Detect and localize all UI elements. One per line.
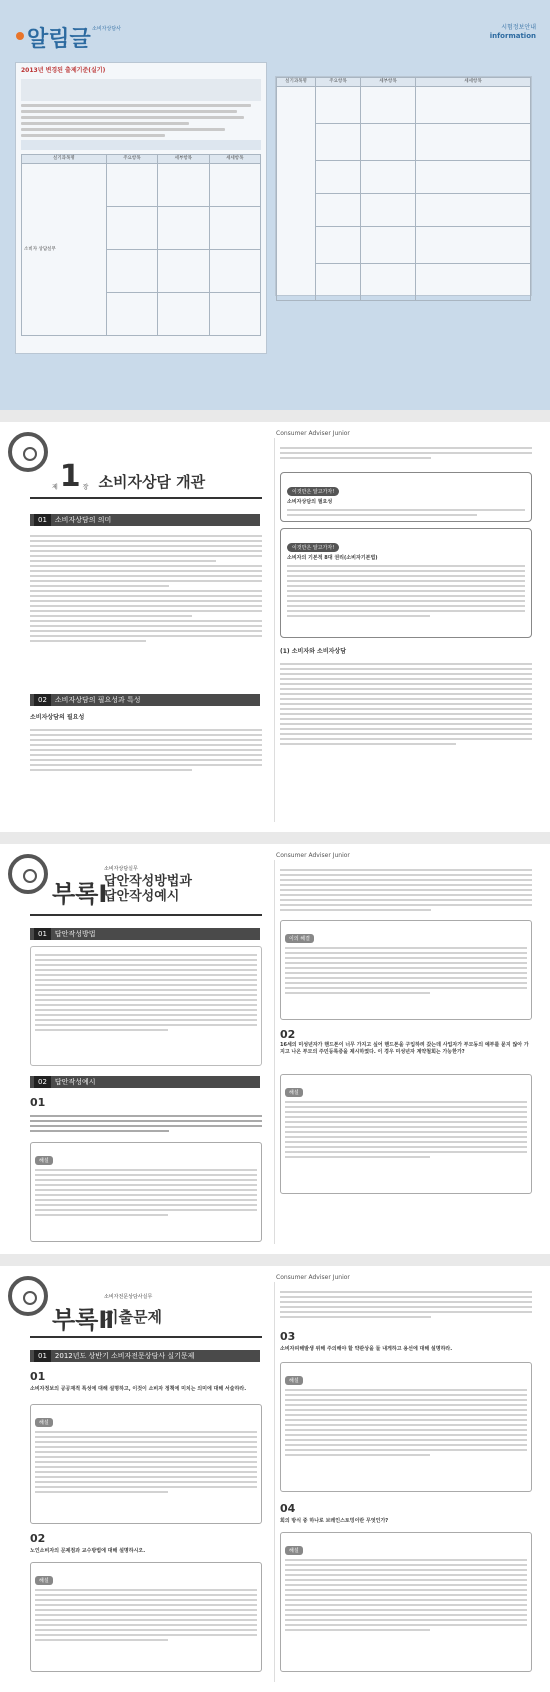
- col-header: 세부항목: [361, 78, 416, 87]
- subsection-title: 소비자상담의 필요성: [30, 714, 85, 721]
- answer-box: [280, 1532, 532, 1672]
- subject-bar: [21, 140, 261, 150]
- info-block: [490, 24, 536, 41]
- col-header: 주요항목: [106, 155, 157, 164]
- col-header: 주요항목: [316, 78, 361, 87]
- bullet-dot-icon: [16, 32, 24, 40]
- rights-box: [280, 528, 532, 638]
- column-divider: [274, 1282, 275, 1682]
- answer-box: [30, 1404, 262, 1524]
- chapter1-spread: [0, 422, 550, 832]
- exam-criteria-right: [275, 76, 532, 296]
- cd-disc-icon: [8, 1276, 48, 1316]
- column-divider: [274, 438, 275, 822]
- subsection-body: [30, 726, 262, 774]
- question-text: 16세의 미성년자가 핸드폰이 너무 가지고 싶어 핸드폰을 구입하려 갔는데 사업자가 부모동의 예부를 묻지 않아 가지고 나온 부모의 주민등록증을 제시하였다. 이 경우 미성년자 계약철회는 가능한가?: [280, 1042, 529, 1055]
- chapter-suffix: 장: [82, 484, 89, 491]
- cd-disc-icon: [8, 432, 48, 472]
- chapter-title: 소비자상담 개관: [98, 473, 206, 491]
- appendix-number: 부록Ⅱ: [52, 1306, 115, 1334]
- rights-title: 소비자의 기본적 8대 권리(소비자기본법): [287, 555, 378, 561]
- summary-table: [21, 79, 261, 101]
- running-header: Consumer Adviser Junior: [276, 852, 350, 859]
- right-body: [280, 1288, 532, 1321]
- exam-criteria-left: [15, 62, 267, 354]
- section-title: 소비자상담의 의미: [54, 516, 112, 524]
- method-box: [30, 946, 262, 1066]
- chapter-rule: [30, 497, 262, 499]
- question-number: 02: [30, 1532, 46, 1545]
- title-line: 답안작성방법과: [104, 874, 192, 889]
- answer-box: [280, 1074, 532, 1194]
- col-header: 세세항목: [209, 155, 260, 164]
- info-bottom: information: [489, 32, 536, 40]
- col-header: 세부항목: [158, 155, 209, 164]
- appendix-title: 기출문제: [104, 1308, 162, 1326]
- col-header: 실기과목명: [22, 155, 107, 164]
- section-bar: [30, 928, 260, 940]
- col-header: 세세항목: [416, 78, 531, 87]
- answer-box: [280, 1362, 532, 1492]
- question-number: 01: [30, 1370, 46, 1383]
- running-header: Consumer Adviser Junior: [276, 430, 350, 437]
- question-text: 소비자정보의 공공재적 특성에 대해 설명하고, 이것이 소비자 정책에 미치는 의미에 대해 서술하라.: [30, 1386, 247, 1392]
- question-number: 01: [30, 1096, 46, 1109]
- section-number: 01: [34, 514, 51, 526]
- section-number: 02: [34, 694, 51, 706]
- section-number: 02: [34, 1076, 51, 1088]
- section-title: 답안작성방법: [54, 930, 96, 938]
- question-number: 03: [280, 1330, 296, 1343]
- appendix2-spread: [0, 1266, 550, 1692]
- column-divider: [274, 860, 275, 1244]
- section-bar: [30, 694, 260, 706]
- section-body: [30, 532, 262, 645]
- answer-box: [30, 1142, 262, 1242]
- question-text: 회의 방식 중 하나로 브레인스토밍이란 무엇인가?: [280, 1518, 389, 1524]
- chapter-number: 1: [59, 459, 81, 494]
- question-text: 노인소비자의 문제점과 교수방법에 대해 설명하시오.: [30, 1548, 146, 1554]
- question-text: 소비자피해발생 위해 주의해야 할 약관상을 둘 내게하고 용선에 대해 설명하라.: [280, 1346, 453, 1352]
- section-bar: [30, 514, 260, 526]
- answer-tag: 해설: [285, 1376, 303, 1385]
- appendix-number: 부록Ⅰ: [52, 880, 108, 908]
- criteria-table-right: [276, 77, 531, 301]
- section-title: 답안작성예시: [54, 1078, 96, 1086]
- info-top: 시험정보안내: [501, 24, 536, 31]
- section-title: 2012년도 상반기 소비자전문상담사 실기문제: [54, 1352, 195, 1360]
- subject-cell: 소비자 상담실무: [22, 164, 107, 336]
- answer-tag: 해설: [35, 1576, 53, 1585]
- note-box: [280, 920, 532, 1020]
- appendix-label: 소비자상담실무: [104, 866, 138, 872]
- chapter-prefix: 제: [52, 484, 58, 491]
- section-bar: [30, 1076, 260, 1088]
- chapter-rule: [30, 914, 262, 916]
- notice-subtitle: 소비자상담사: [92, 26, 121, 32]
- tip-tag: 이것만은 알고가자!: [287, 487, 339, 496]
- right-intro: [280, 444, 532, 462]
- section-title: 소비자상담의 필요성과 특성: [54, 696, 141, 704]
- answer-box: [30, 1562, 262, 1672]
- tip-tag: 이것만은 알고가자!: [287, 543, 339, 552]
- appendix-label: 소비자전문상담사실무: [104, 1294, 153, 1300]
- section-number: 01: [34, 928, 51, 940]
- cd-disc-icon: [8, 854, 48, 894]
- chapter-heading: [52, 459, 206, 494]
- answer-tag: 해설: [35, 1418, 53, 1427]
- chapter-rule: [30, 1336, 262, 1338]
- right-body: [280, 660, 532, 748]
- tip-box: [280, 472, 532, 522]
- criteria-table-left: [21, 154, 261, 336]
- right-subheading: (1) 소비자와 소비자상담: [280, 648, 347, 655]
- section-label: 2013년 변경된 출제기준(실기): [21, 67, 106, 74]
- section-bar: [30, 1350, 260, 1362]
- notice-title: 알림글: [27, 27, 91, 52]
- tip-title: 소비자상담의 필요성: [287, 499, 333, 505]
- note-tag: 이의 해결: [285, 934, 314, 943]
- appendix1-spread: [0, 844, 550, 1254]
- title-line: 답안작성예시: [104, 889, 180, 904]
- running-header: Consumer Adviser Junior: [276, 1274, 350, 1281]
- answer-tag: 해설: [285, 1088, 303, 1097]
- right-body: [280, 866, 532, 914]
- appendix-title: [104, 874, 192, 904]
- col-header: 실기과목명: [277, 78, 316, 87]
- question-number: 04: [280, 1502, 296, 1515]
- question-number: 02: [280, 1028, 296, 1041]
- answer-tag: 해설: [35, 1156, 53, 1165]
- section-number: 01: [34, 1350, 51, 1362]
- notice-page: [0, 0, 550, 410]
- question-text: [30, 1112, 262, 1135]
- answer-tag: 해설: [285, 1546, 303, 1555]
